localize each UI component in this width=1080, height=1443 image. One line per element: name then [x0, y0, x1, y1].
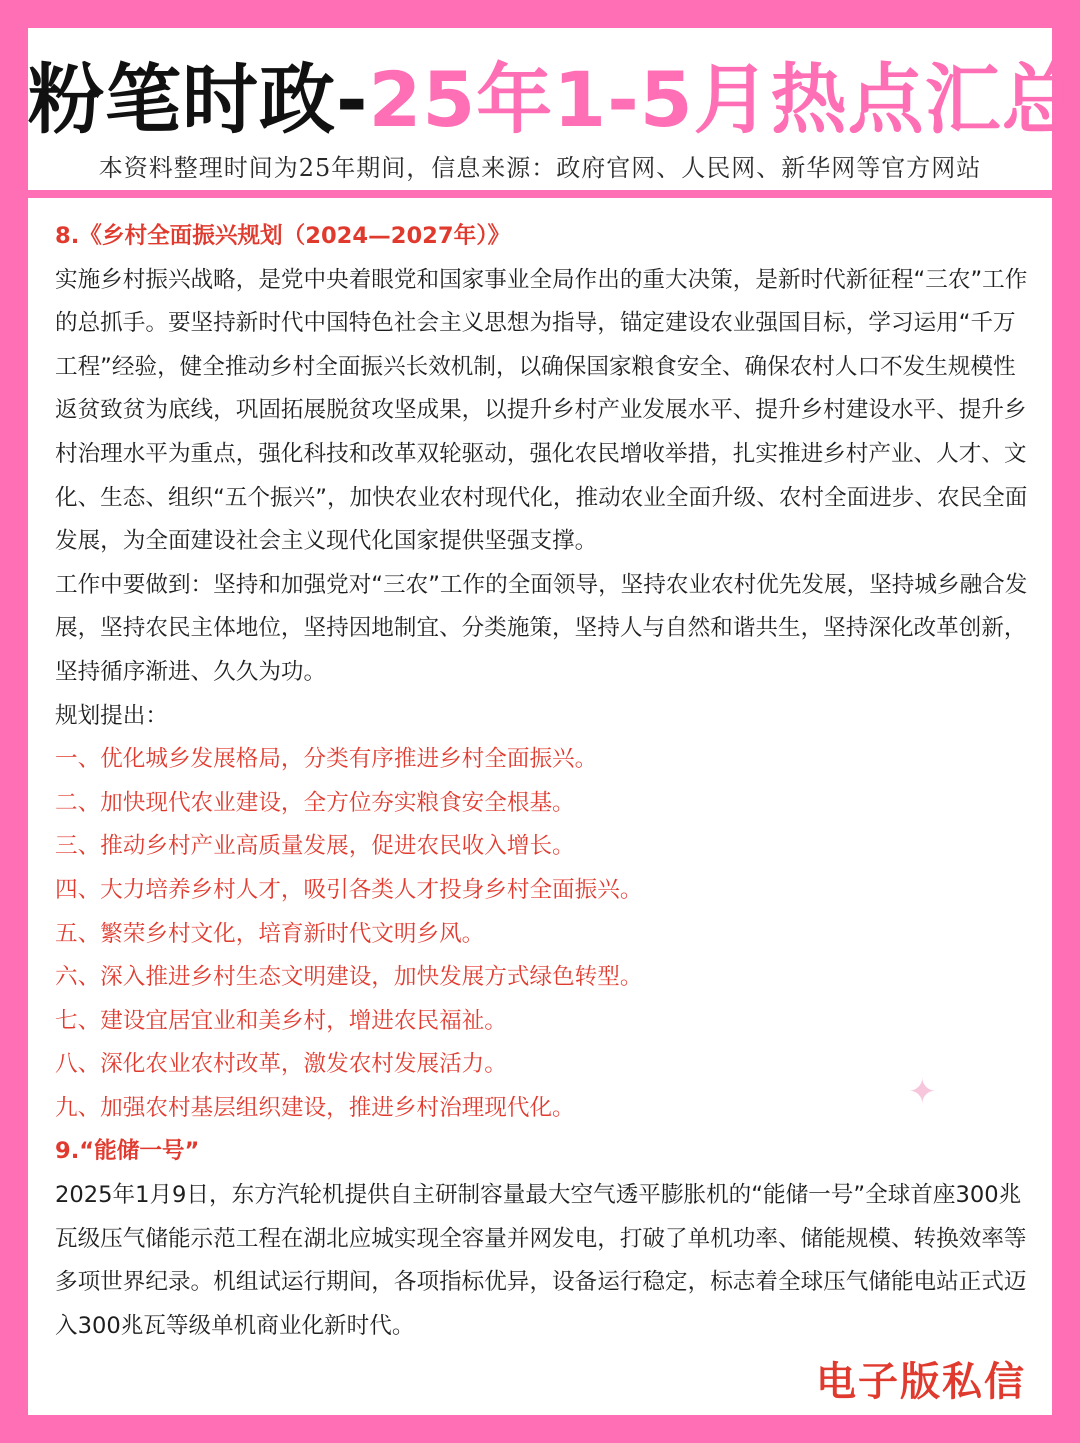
section-8-paragraph-2: 工作中要做到：坚持和加强党对“三农”工作的全面领导，坚持农业农村优先发展，坚持城乡融合发展，坚持农民主体地位，坚持因地制宜、分类施策，坚持人与自然和谐共生，坚持深化改革创新，坚持循序渐进、久久为功。: [55, 571, 1028, 685]
plan-item: 八、深化农业农村改革，激发农村发展活力。: [55, 1051, 507, 1078]
plan-item: 九、加强农村基层组织建设，推进乡村治理现代化。: [55, 1094, 575, 1121]
page-title: [28, 55, 1079, 144]
article-body: [55, 215, 1030, 1348]
plan-item: 二、加快现代农业建设，全方位夯实粮食安全根基。: [55, 789, 575, 816]
title-brand: 粉笔时政-: [28, 55, 369, 144]
title-topic: 25年1-5月热点汇总: [368, 55, 1079, 144]
section-8-paragraph-1: 实施乡村振兴战略，是党中央着眼党和国家事业全局作出的重大决策，是新时代新征程“三农”工作的总抓手。要坚持新时代中国特色社会主义思想为指导，锚定建设农业强国目标，学习运用“千万工程”经验，健全推动乡村全面振兴长效机制，以确保国家粮食安全、确保农村人口不发生规模性返贫致贫为底线，巩固拓展脱贫攻坚成果，以提升乡村产业发展水平、提升乡村建设水平、提升乡村治理水平为重点，强化科技和改革双轮驱动，强化农民增收举措，扎实推进乡村产业、人才、文化、生态、组织“五个振兴”，加快农业农村现代化，推动农业全面升级、农村全面进步、农民全面发展，为全面建设社会主义现代化国家提供坚强支撑。: [55, 266, 1028, 555]
content-card: [28, 198, 1052, 1415]
ebook-cta: 电子版私信: [816, 1359, 1026, 1405]
section-8-heading: 8.《乡村全面振兴规划（2024—2027年）》: [55, 223, 511, 249]
plan-item: 六、深入推进乡村生态文明建设，加快发展方式绿色转型。: [55, 964, 643, 991]
plan-item: 五、繁荣乡村文化，培育新时代文明乡风。: [55, 920, 485, 947]
section-9-heading: 9.“能储一号”: [55, 1138, 200, 1165]
header-card: [28, 28, 1079, 190]
source-note: 本资料整理时间为25年期间，信息来源：政府官网、人民网、新华网等官方网站: [98, 154, 982, 182]
plan-item: 三、推动乡村产业高质量发展，促进农民收入增长。: [55, 833, 575, 860]
section-9-paragraph: 2025年1月9日，东方汽轮机提供自主研制容量最大空气透平膨胀机的“能储一号”全球首座300兆瓦级压气储能示范工程在湖北应城实现全容量并网发电，打破了单机功率、储能规模、转换效率等多项世界纪录。机组试运行期间，各项指标优异，设备运行稳定，标志着全球压气储能电站正式迈入300兆瓦等级单机商业化新时代。: [55, 1182, 1027, 1339]
sparkle-icon: ✦: [908, 1072, 937, 1112]
plan-item: 一、优化城乡发展格局，分类有序推进乡村全面振兴。: [55, 746, 598, 773]
plan-item: 七、建设宜居宜业和美乡村，增进农民福祉。: [55, 1007, 507, 1034]
section-8-list-intro: 规划提出：: [55, 702, 168, 729]
plan-item: 四、大力培养乡村人才，吸引各类人才投身乡村全面振兴。: [55, 876, 643, 903]
